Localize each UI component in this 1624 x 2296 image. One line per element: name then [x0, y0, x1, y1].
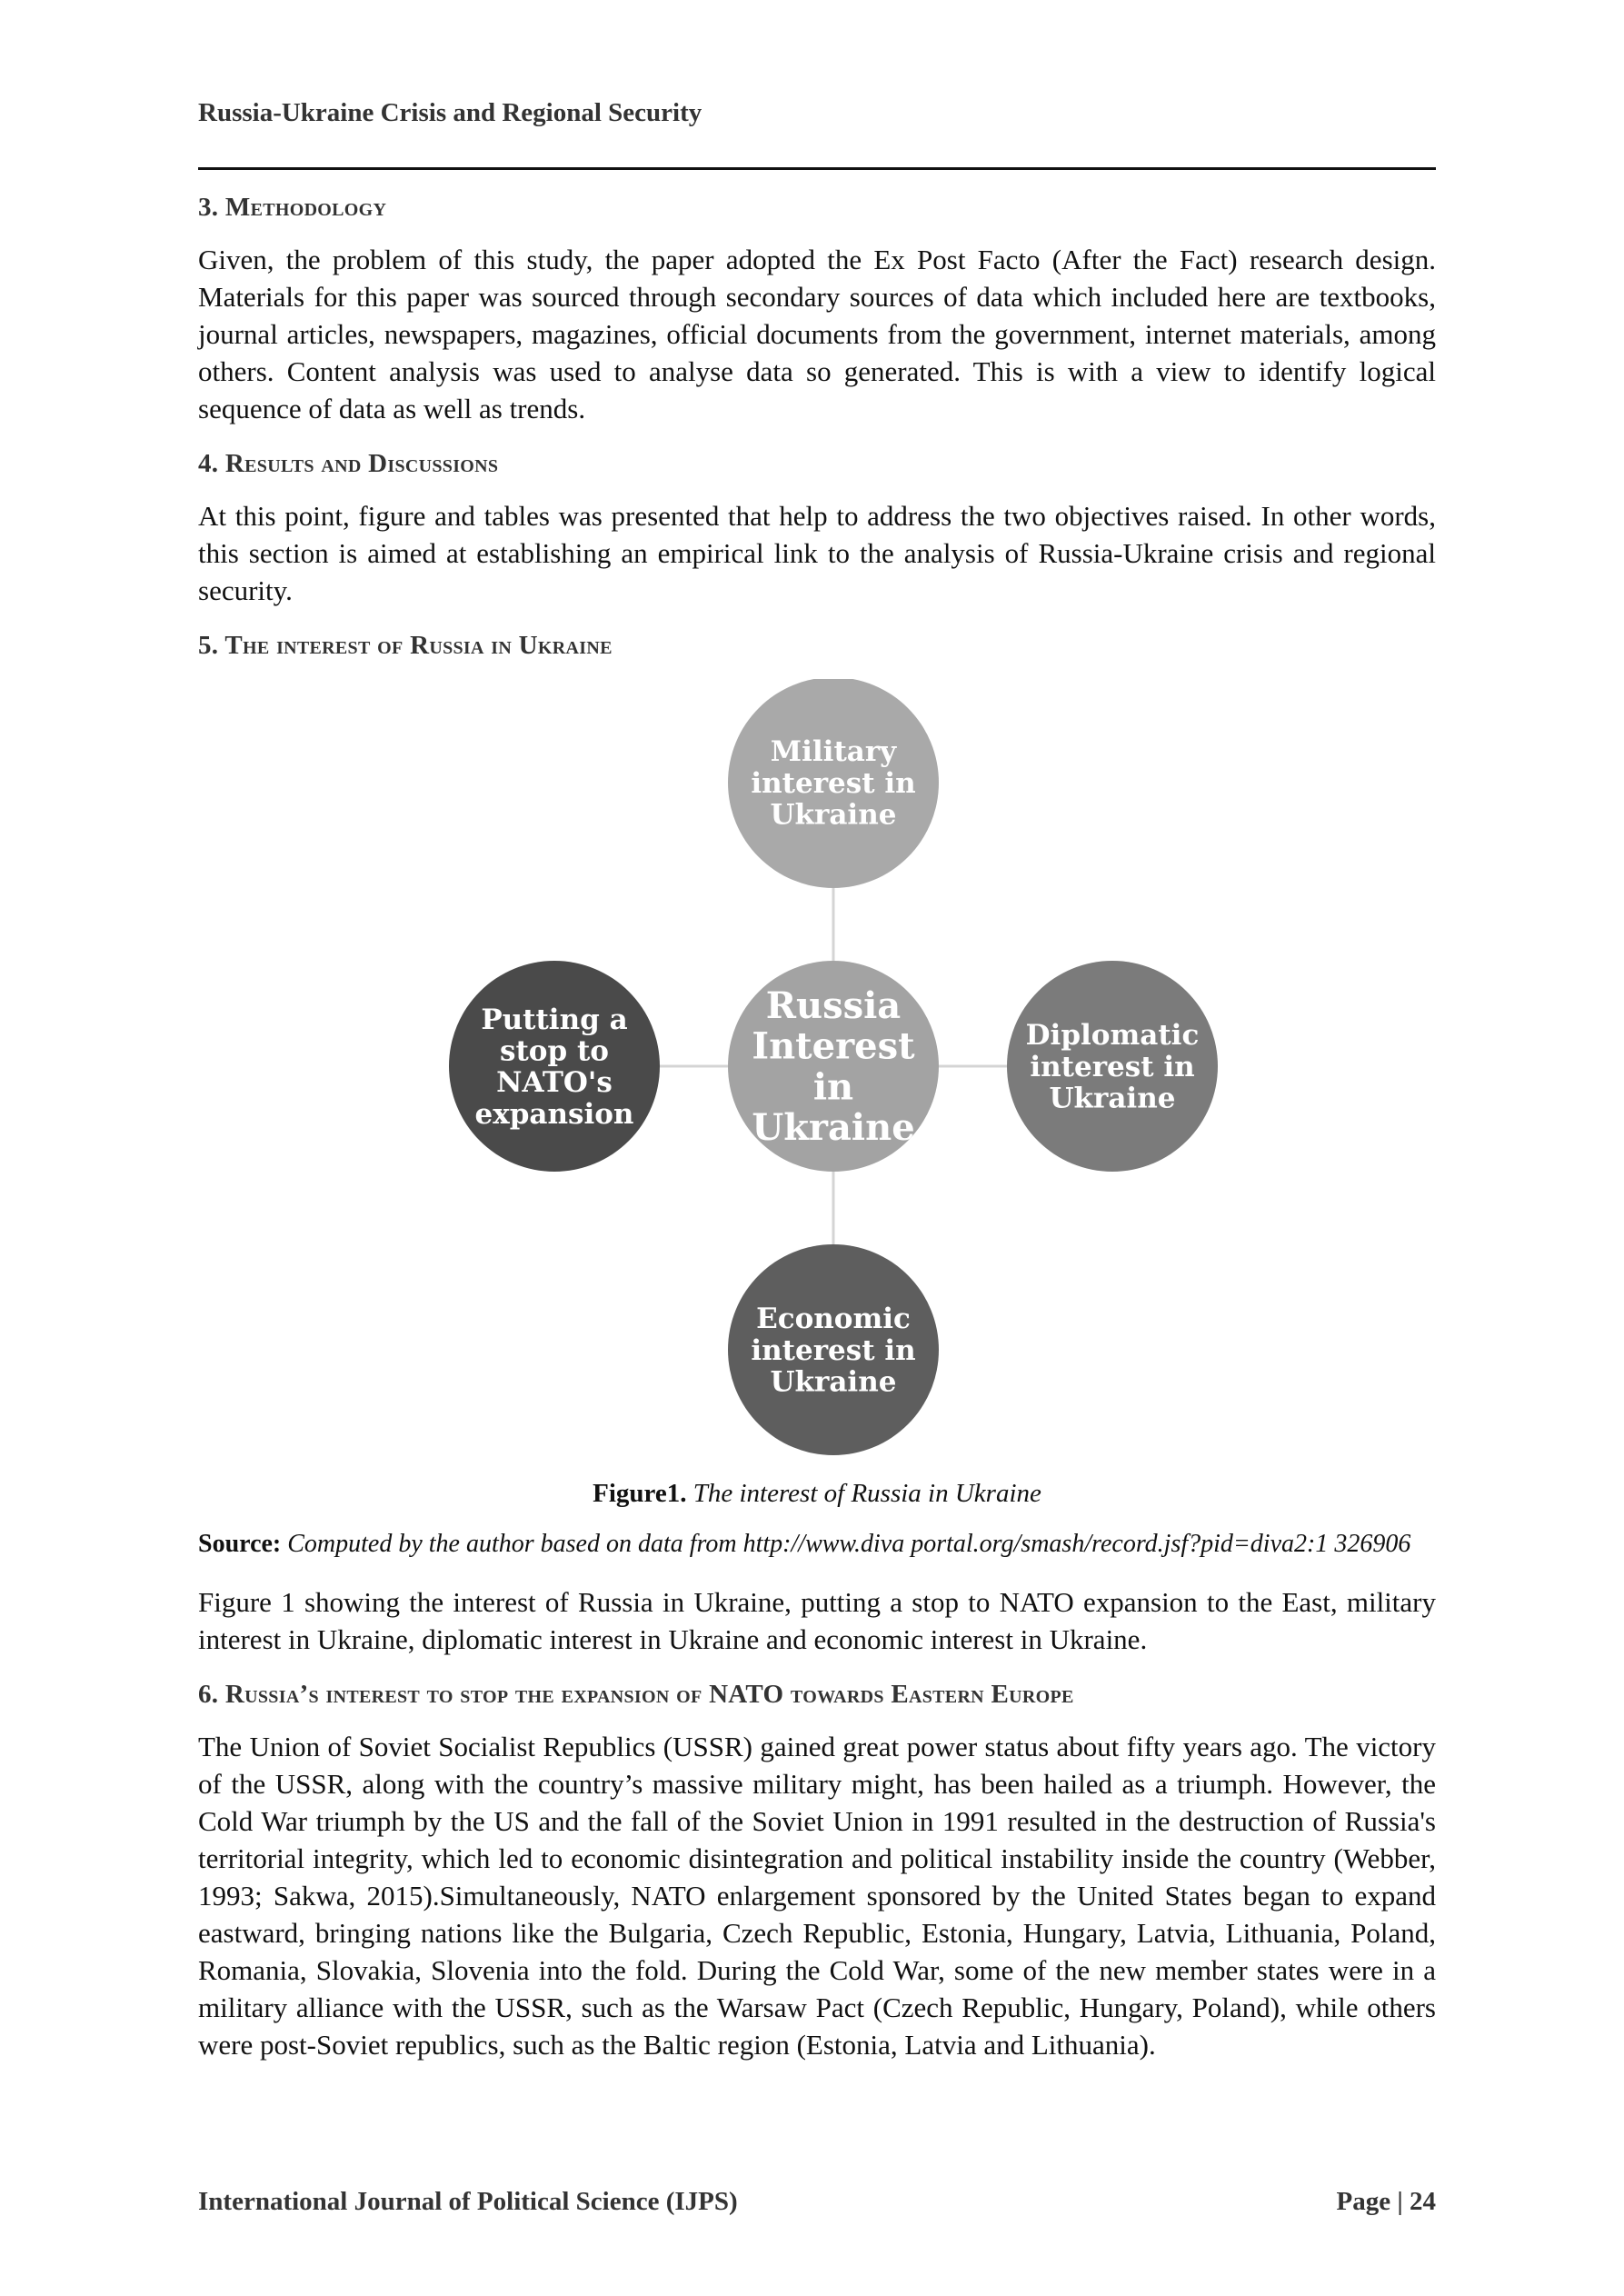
interest-diagram: [198, 679, 1436, 1472]
node-diplomatic-label-line: Diplomatic: [1025, 1019, 1200, 1053]
section-6-heading: 6. Russia’s interest to stop the expansion of NATO towards Eastern Europe: [198, 1680, 1074, 1709]
footer-page-number: Page | 24: [1336, 2187, 1436, 2216]
node-center-label-line: Interest: [752, 1024, 915, 1068]
section-4-paragraph: At this point, figure and tables was presented that help to address the two objectives raised. In other words, this section is aimed at establishing an empirical link to the analysis of Russia-Ukraine crisis and regional security.: [198, 500, 1436, 606]
header-rule: [198, 167, 1436, 170]
node-nato-label-line: stop to: [500, 1034, 609, 1068]
node-center-label-line: Russia: [765, 983, 902, 1027]
node-nato-label-line: Putting a: [481, 1003, 628, 1036]
node-economic: [728, 1244, 939, 1455]
section-4-heading: 4. Results and Discussions: [198, 449, 499, 478]
node-economic-label-line: Ukraine: [770, 1365, 897, 1399]
node-military-label-line: Ukraine: [770, 798, 897, 832]
figure-1: [198, 679, 1436, 1472]
running-head-title: Russia-Ukraine Crisis and Regional Security: [198, 98, 702, 127]
node-diplomatic: [1007, 961, 1218, 1172]
figure-source-text: Computed by the author based on data from http://www.diva portal.org/smash/record.jsf?pid=diva2:1 326906: [287, 1530, 1411, 1558]
node-center-label: [752, 984, 915, 1149]
figure-description: Figure 1 showing the interest of Russia in Ukraine, putting a stop to NATO expansion to the East, military interest in Ukraine, diplomatic interest in Ukraine and economic interest in Ukraine.: [198, 1586, 1436, 1655]
node-military-label-line: interest in: [751, 766, 916, 800]
section-6-paragraph: The Union of Soviet Socialist Republics (USSR) gained great power status about fifty years ago. The victory of the USSR, along with the country’s massive military might, has been hailed as a triumph. However, the Cold War triumph by the US and the fall of the Soviet Union in 1991 resulted in the destruction of Russia's territorial integrity, which led to economic disintegration and political instability inside the country (Webber, 1993; Sakwa, 2015).Simultaneously, NATO enlargement sponsored by the United States began to expand eastward, bringing nations like the Bulgaria, Czech Republic, Estonia, Hungary, Latvia, Lithuania, Poland, Romania, Slovakia, Slovenia into the fold. During the Cold War, some of the new member states were in a military alliance with the USSR, such as the Warsaw Pact (Czech Republic, Hungary, Poland), while others were post-Soviet republics, such as the Baltic region (Estonia, Latvia and Lithuania).: [198, 1731, 1436, 2061]
node-diplomatic-label: [1026, 1019, 1200, 1115]
node-center-label-line: in: [812, 1065, 854, 1109]
figure-caption-label: Figure1.: [593, 1479, 687, 1508]
figure-source: [198, 1527, 1436, 1562]
node-nato-label-line: expansion: [474, 1097, 634, 1131]
figure-caption: [198, 1479, 1436, 1509]
footer-journal: International Journal of Political Science (IJPS): [198, 2187, 738, 2216]
figure-caption-text: The interest of Russia in Ukraine: [692, 1479, 1041, 1508]
node-nato-label-line: NATO's: [496, 1066, 613, 1100]
node-military-label-line: Military: [770, 735, 897, 769]
page-content: [198, 193, 1436, 2085]
node-diplomatic-label-line: interest in: [1030, 1050, 1195, 1083]
node-center: [728, 961, 939, 1172]
section-3-heading: 3. Methodology: [198, 193, 387, 222]
node-economic-label-line: interest in: [751, 1333, 916, 1367]
section-3-paragraph: Given, the problem of this study, the paper adopted the Ex Post Facto (After the Fact) research design. Materials for this paper was sourced through secondary sources of data which included here are textbooks, journal articles, newspapers, magazines, official documents from the government, internet materials, among others. Content analysis was used to analyse data so generated. This is with a view to identify logical sequence of data as well as trends.: [198, 244, 1436, 424]
node-military-label: [751, 735, 915, 832]
section-5-heading: 5. The interest of Russia in Ukraine: [198, 631, 613, 660]
node-nato-label: [475, 1003, 634, 1131]
node-diplomatic-label-line: Ukraine: [1049, 1082, 1176, 1115]
node-center-label-line: Ukraine: [752, 1106, 915, 1150]
node-nato: [449, 961, 660, 1172]
node-economic-label: [751, 1303, 915, 1399]
node-economic-label-line: Economic: [756, 1303, 911, 1336]
node-military: [728, 679, 939, 888]
figure-source-label: Source:: [198, 1530, 282, 1558]
